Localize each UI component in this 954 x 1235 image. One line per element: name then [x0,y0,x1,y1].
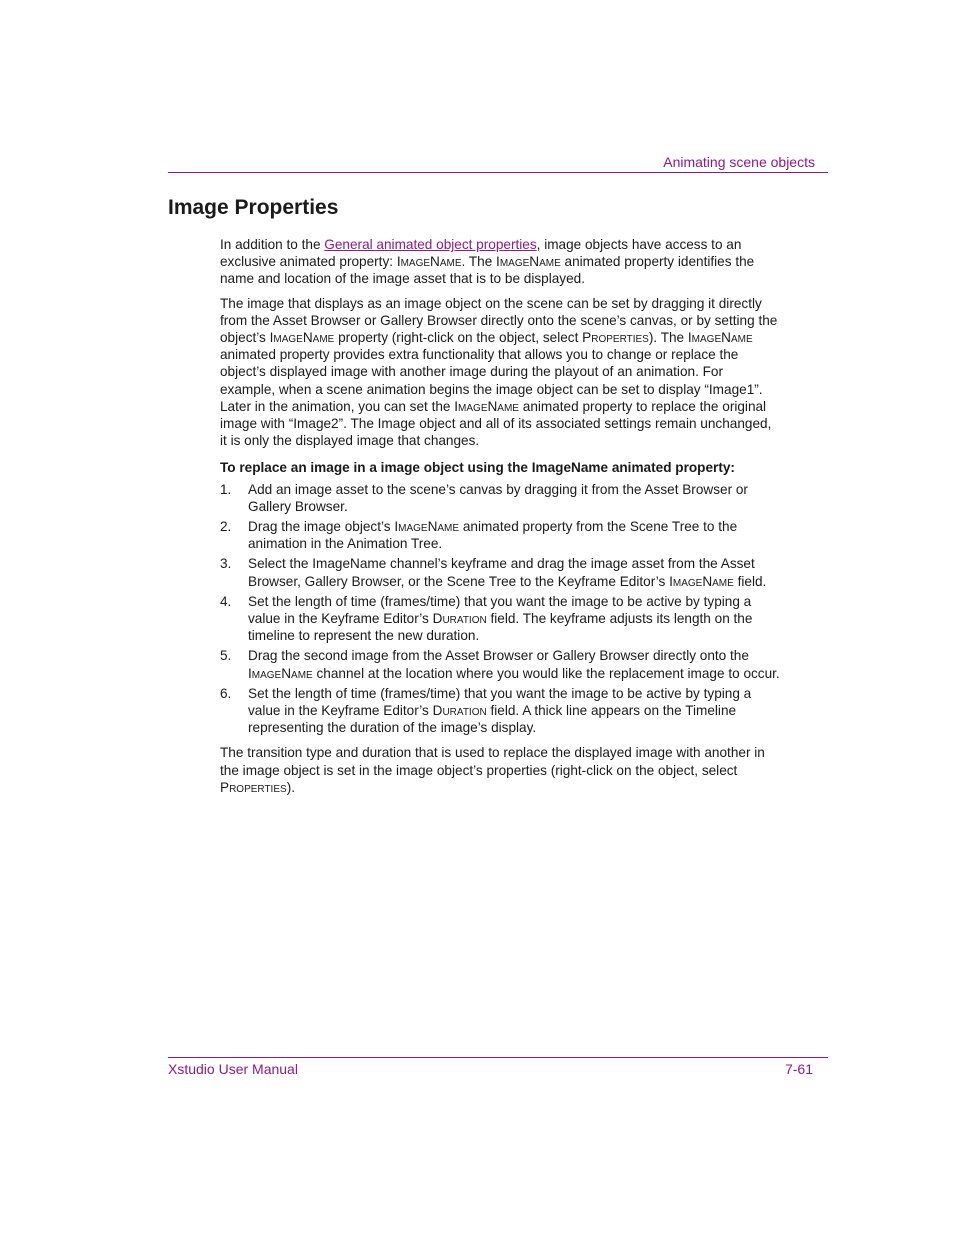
paragraph-description: The image that displays as an image object on the scene can be set by dragging it directly from the Asset Browser or Gallery Browser directly onto the scene’s canvas, or by setting the object’s ImageName property (right-click on the object, select Properties). The ImageName animated property provides extra functionality that allows you to change or replace the object’s displayed image with another image during the playout of an animation. For example, when a scene animation begins the image object can be set to display “Image1”. Later in the animation, you can set the ImageName animated property to replace the original image with “Image2”. The Image object and all of its associated settings remain unchanged, it is only the displayed image that changes. [220,295,778,449]
page-number: 7-61 [784,1061,813,1077]
ui-term: Properties [582,330,649,346]
ui-term: ImageName [394,519,460,535]
step-number: 4. [220,593,232,609]
step-item: 1. Add an image asset to the scene’s canvas by dragging it from the Asset Browser or Gallery Browser. [220,481,748,514]
step-number: 6. [220,685,232,701]
step-item: 2. Drag the image object’s ImageName animated property from the Scene Tree to the animation in the Animation Tree. [220,519,738,552]
footer-manual-title: Xstudio User Manual [168,1061,298,1077]
step-number: 2. [220,519,232,535]
ui-term: ImageName [396,254,462,270]
procedure-steps [220,481,780,737]
step-item: 4. Set the length of time (frames/time) that you want the image to be active by typing a value in the Keyframe Editor’s Duration field. The keyframe adjusts its length on the timeline to represent the new duration. [220,593,753,644]
ui-term: ImageName [248,665,313,681]
ui-term: ImageName [496,254,561,270]
step-item: 3. Select the ImageName channel’s keyframe and drag the image asset from the Asset Browser, Gallery Browser, or the Scene Tree to the Keyframe Editor’s ImageName field. [220,556,767,589]
step-item: 6. Set the length of time (frames/time) that you want the image to be active by typing a value in the Keyframe Editor’s Duration field. A thick line appears on the Timeline representing the duration of the image’s display. [220,685,752,736]
page-title: Image Properties [168,196,339,219]
footer-rule [168,1057,828,1058]
step-number: 5. [220,648,232,664]
general-properties-link[interactable]: General animated object properties [324,237,537,252]
ui-term: Duration [432,703,487,719]
ui-term: ImageName [687,330,753,346]
paragraph-intro: In addition to the General animated object properties, image objects have access to an exclusive animated property: ImageName. The ImageName animated property identifies the name and location of the image asset that is to be displayed. [220,237,755,287]
body-text [220,236,780,803]
header-rule [168,172,828,173]
ui-term: ImageName [269,330,335,346]
ui-term: Properties [220,779,287,795]
procedure-heading: To replace an image in a image object using the ImageName animated property: [220,460,735,476]
step-number: 1. [220,481,232,497]
paragraph-transition: The transition type and duration that is used to replace the displayed image with another in the image object is set in the image object’s properties (right-click on the object, select Properties). [220,745,765,795]
ui-term: Duration [432,611,487,627]
running-head: Animating scene objects [663,154,815,170]
ui-term: ImageName [669,573,734,589]
step-item: 5. Drag the second image from the Asset Browser or Gallery Browser directly onto the ImageName channel at the location where you would like the replacement image to occur. [220,648,780,681]
step-number: 3. [220,556,232,572]
ui-term: ImageName [454,398,519,414]
